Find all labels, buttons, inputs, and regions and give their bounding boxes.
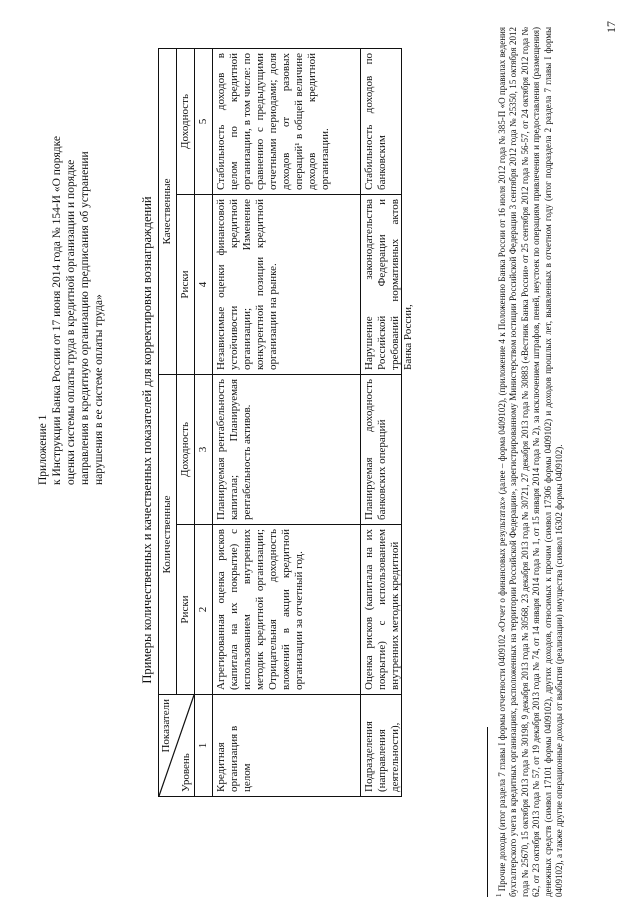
table-row: [361, 48, 402, 796]
footnote: [494, 27, 565, 897]
column-number-row: [195, 48, 213, 796]
footnote-text: Прочие доходы (итог раздела 7 главы I формы отчетности 0409102 «Отчет о финансовых результатах» (далее – форма 0409102), (приложение 4 к Положению Банка России от 16 июля 2012 года № 385-П «О правилах ведения бухгалтерского учета в кредитных организациях, расположенных на территории Российской Федерации», зарегистрированному Министерством юстиции Российской Федерации 3 сентября 2012 года № 25350, 15 октября 2012 года № 25670, 15 октября 2013 года № 30198, 9 декабря 2013 года № 30568, 23 декабря 2013 года № 30721, 27 декабря 2013 года № 30883 («Вестник Банка России» от 25 сентября 2012 года № 56-57, от 24 октября 2012 года № 62, от 23 октября 2013 года № 57, от 19 декабря 2013 года № 74, от 14 января 2014 года № 1, от 15 января 2014 года № 2), за исключением штрафов, пеней, неустоек по операциям привлечения и предоставления (размещения) денежных средств (символ 17101 формы 0409102), других доходов, относимых к прочим (символ 17306 формы 0409102) и доходов прошлых лет, выявленных в отчетном году (итог подраздела 2 раздела 7 главы I формы 0409102), а также другие операционные доходы от выбытия (реализации) имущества (символ 16302 формы 0409102).: [497, 27, 565, 897]
appendix-line: направления в кредитную организацию предписания об устранении: [79, 151, 91, 485]
column-number: 4: [195, 195, 213, 375]
column-number: 1: [195, 695, 213, 797]
qual-risks-header: Риски: [177, 195, 195, 375]
qual-risks-cell: Независимые оценки финансовой устойчивости кредитной организации; Изменение конкурентной позиции кредитной организации на рынке.: [213, 195, 361, 375]
appendix-header: [36, 85, 106, 485]
appendix-line: Приложение 1: [37, 414, 49, 485]
indicators-table: [158, 48, 414, 797]
level-cell: Кредитная организация в целом: [213, 695, 361, 797]
footnote-divider: [487, 727, 488, 897]
qual-risks-cell: Нарушение законодательства Российской Федерации и требований нормативных актов Банка России,: [363, 199, 414, 370]
qual-profit-header: Доходность: [177, 48, 195, 194]
appendix-line: к Инструкции Банка России от 17 июня 2014 года № 154-И «О порядке: [51, 136, 63, 485]
column-number: 3: [195, 375, 213, 525]
indicators-header: Показатели: [160, 699, 172, 753]
quant-risks-header: Риски: [177, 525, 195, 695]
quant-profit-header: Доходность: [177, 375, 195, 525]
qualitative-header: Качественные: [159, 48, 177, 374]
quant-risks-cell: Оценка рисков (капитала на их покрытие) с использованием внутренних методик кредитной: [363, 529, 401, 690]
level-header: Уровень: [180, 753, 192, 792]
qual-profit-cell: Стабильность доходов по банковским: [363, 52, 388, 190]
appendix-line: оценки системы оплаты труда в кредитной организации и порядке: [65, 159, 77, 485]
footnote-mark: 1: [495, 893, 503, 897]
table-subheader-row: [177, 48, 195, 796]
appendix-line: нарушения в ее системе оплаты труда»: [93, 294, 105, 485]
quant-risks-cell: Агрегированная оценка рисков (капитала на их покрытие) с использованием внутренних методик кредитной организации; Отрицательная доходность вложений в акции кредитной организации за отчетный год.: [213, 525, 361, 695]
column-number: 2: [195, 525, 213, 695]
table-row: [213, 48, 361, 796]
page-number: 17: [604, 21, 618, 33]
quantitative-header: Количественные: [159, 375, 177, 695]
diagonal-header-cell: [159, 695, 195, 797]
level-cell: Подразделения (направления деятельности),: [363, 721, 401, 792]
column-number: 5: [195, 48, 213, 194]
quant-profit-cell: Планируемая рентабельность капитала; Планируемая рентабельность активов.: [213, 375, 361, 525]
qual-profit-cell: Стабильность доходов в целом по кредитной организации, в том числе: по сравнению с предыдущими отчетными периодами; доля доходов от разовых операций¹ в общей величине доходов кредитной организации.: [213, 48, 361, 194]
document-title: Примеры количественных и качественных показателей для корректировки вознаграждений: [140, 196, 154, 684]
quant-profit-cell: Планируемая доходность банковских операций: [363, 379, 388, 520]
table-header-row: [159, 48, 177, 796]
